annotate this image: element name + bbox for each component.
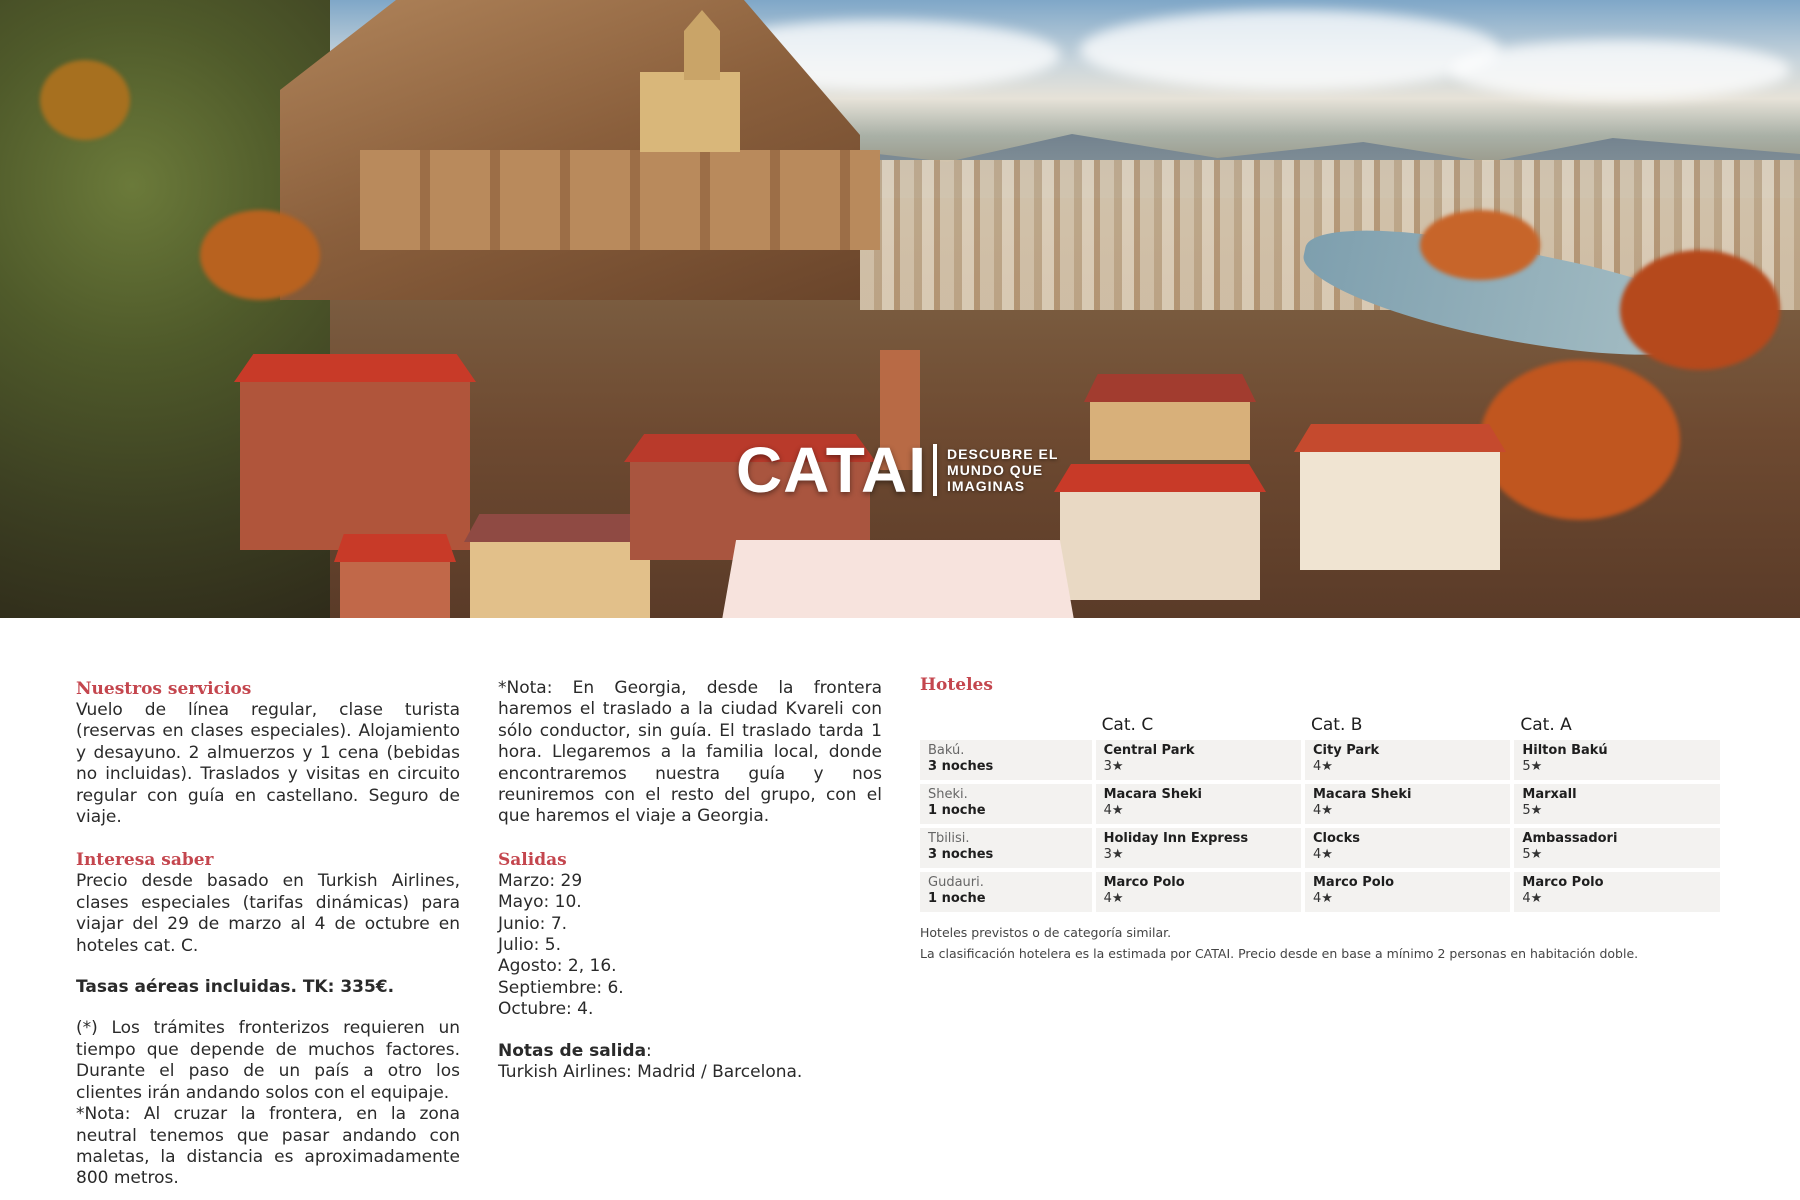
crossing-note: *Nota: Al cruzar la frontera, en la zona neutral tenemos que pasar andando con maletas, la distancia es aproximadamente 800 metros. [76, 1104, 460, 1189]
table-row: Gudauri. 1 noche Marco Polo 4★ Marco Polo 4★ Marco Polo 4★ [920, 872, 1720, 912]
taxes-line: Tasas aéreas incluidas. TK: 335€. [76, 977, 395, 998]
autumn-tree [1480, 360, 1680, 520]
list-item: Agosto: 2, 16. [498, 956, 617, 977]
hotel-note-similar: Hoteles previstos o de categoría similar. [920, 925, 1172, 940]
house [340, 560, 450, 618]
hotels-table [916, 710, 1724, 916]
white-house [1060, 490, 1260, 600]
catai-logo [736, 434, 1059, 506]
fortress-wall [360, 150, 880, 250]
departure-notes-text: Turkish Airlines: Madrid / Barcelona. [498, 1062, 803, 1083]
column-services [76, 678, 460, 1190]
logo-divider [933, 444, 937, 496]
table-row: Tbilisi. 3 noches Holiday Inn Express 3★ Clocks 4★ Ambassadori 5★ [920, 828, 1720, 868]
red-house [240, 380, 470, 550]
info-text: Precio desde basado en Turkish Airlines, clases especiales (tarifas dinámicas) para viajar del 29 de marzo al 4 de octubre en hoteles cat. C. [76, 871, 460, 956]
cloud [1450, 40, 1790, 100]
list-item: Octubre: 4. [498, 999, 594, 1020]
services-text: Vuelo de línea regular, clase turista (reservas en clases especiales). Alojamiento y desayuno. 2 almuerzos y 1 cena (bebidas no incluidas). Traslados y visitas en circuito regular con guía en castellano. Seguro de viaje. [76, 700, 460, 828]
hotels-section [920, 674, 1725, 964]
cloud [1080, 10, 1500, 90]
yellow-house [470, 540, 650, 618]
departures-list [498, 871, 882, 1021]
header-cat-a: Cat. A [1520, 715, 1572, 735]
header-empty [920, 714, 1092, 736]
departures-title: Salidas [498, 849, 567, 870]
autumn-tree [40, 60, 130, 140]
logo-wordmark: CATAI [736, 434, 928, 506]
list-item: Julio: 5. [498, 935, 561, 956]
hotel-note-classification: La clasificación hotelera es la estimada por CATAI. Precio desde en base a mínimo 2 personas en habitación doble. [920, 946, 1639, 961]
white-house [1300, 450, 1500, 570]
border-note: (*) Los trámites fronterizos requieren un tiempo que depende de muchos factores. Durante el paso de un país a otro los clientes irán andando solos con el equipaje. [76, 1018, 460, 1103]
info-title: Interesa saber [76, 850, 214, 871]
hotel-notes [920, 922, 1725, 964]
autumn-tree [1620, 250, 1780, 370]
hotels-title: Hoteles [920, 675, 993, 695]
table-row: Sheki. 1 noche Macara Sheki 4★ Macara Sheki 4★ Marxall 5★ [920, 784, 1720, 824]
autumn-tree [200, 210, 320, 300]
header-cat-b: Cat. B [1310, 715, 1363, 735]
header-tab [722, 540, 1074, 618]
list-item: Septiembre: 6. [498, 977, 624, 998]
church [640, 72, 740, 152]
autumn-tree [1420, 210, 1540, 280]
services-title: Nuestros servicios [76, 679, 252, 699]
house [1090, 400, 1250, 460]
list-item: Junio: 7. [498, 913, 568, 934]
table-row: Bakú. 3 noches Central Park 3★ City Park 4★ Hilton Bakú 5★ [920, 740, 1720, 780]
header-cat-c: Cat. C [1101, 715, 1154, 735]
list-item: Mayo: 10. [498, 892, 582, 913]
column-departures [498, 678, 882, 1084]
logo-tagline: DESCUBRE EL MUNDO QUE IMAGINAS [947, 446, 1059, 494]
departure-notes-heading: Notas de salida: [498, 1040, 652, 1061]
georgia-note: *Nota: En Georgia, desde la frontera haremos el traslado a la ciudad Kvareli con sólo conductor, sin guía. El traslado tarda 1 hora. Llegaremos a la familia local, donde encontraremos nuestra guía y nos reuniremos con el resto del grupo, con el que haremos el viaje a Georgia. [498, 678, 882, 827]
list-item: Marzo: 29 [498, 870, 583, 891]
